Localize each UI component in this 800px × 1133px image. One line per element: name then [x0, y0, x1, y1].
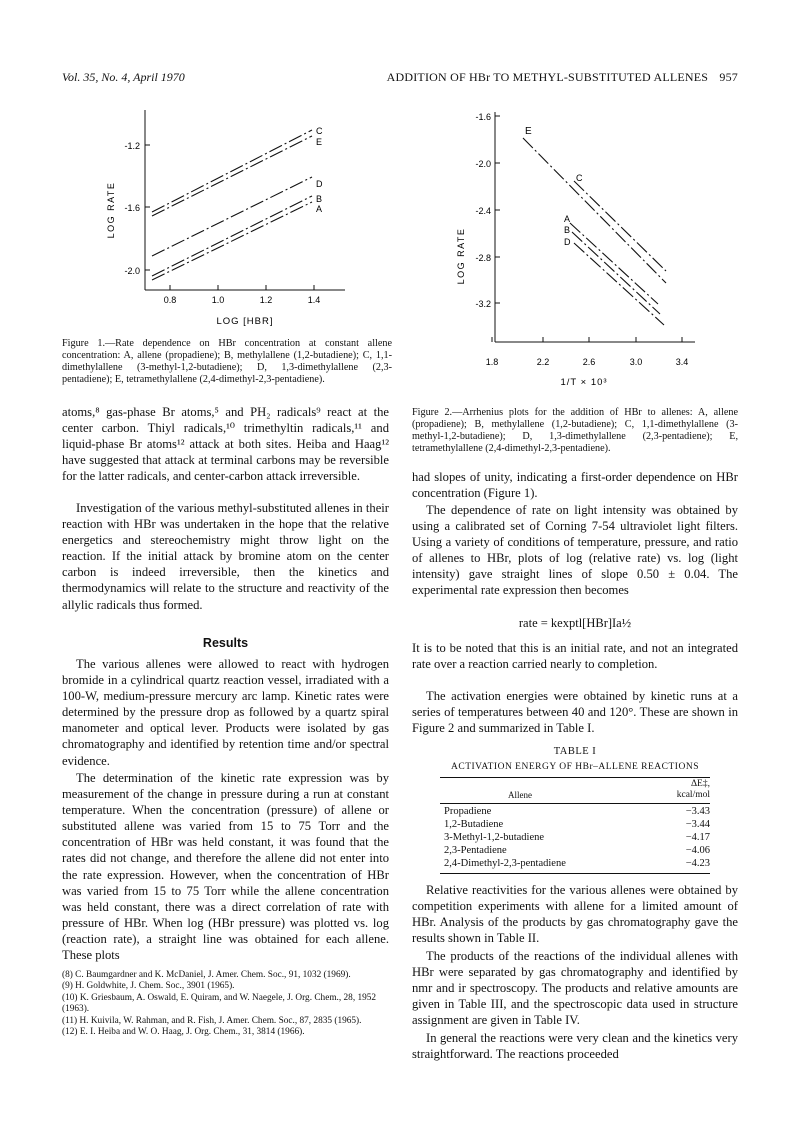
- running-header-right: [387, 70, 738, 85]
- table-cell: Propadiene: [444, 806, 492, 817]
- results-heading: Results: [202, 636, 249, 650]
- table-cell: 1,2-Butadiene: [444, 819, 504, 830]
- table-1-header-rule-bottom: [440, 803, 710, 804]
- table-cell: −3.43: [685, 806, 710, 817]
- fig1-ytick: -1.6: [124, 203, 140, 213]
- reference-item: (8) C. Baumgardner and K. McDaniel, J. Amer. Chem. Soc., 91, 1032 (1969).: [62, 970, 351, 980]
- fig2-ytick: -2.0: [475, 159, 491, 169]
- table-row: [444, 818, 710, 831]
- fig2-ylabel: LOG RATE: [456, 227, 466, 285]
- table-cell: 3-Methyl-1,2-butadiene: [444, 832, 545, 843]
- right-paragraph-2: The dependence of rate on light intensity was obtained by using a calibrated set of Corning 7-54 ultraviolet light filters. Using a variety of conditions of temperature, pressure, and ratio of allenes to HBr, plots of log (relative rate) vs. log (light intensity) gave straight lines of slope 0.50 ± 0.04. The experimental rate expression then becomes: [412, 503, 738, 598]
- figure-2: [448, 106, 748, 396]
- fig1-xtick: 0.8: [163, 295, 177, 305]
- fig2-line-label: C: [576, 173, 583, 183]
- fig2-xtick: 1.8: [485, 357, 499, 367]
- fig1-ytick: -1.2: [124, 141, 140, 151]
- fig1-xtick: 1.2: [259, 295, 273, 305]
- fig2-xtick: 2.6: [582, 357, 596, 367]
- fig1-line-c: [152, 130, 312, 212]
- right-paragraph-7: In general the reactions were very clean and the kinetics very straightforward. The reactions proceeded: [412, 1031, 738, 1062]
- table-cell: −4.06: [685, 845, 710, 856]
- fig2-line-label: A: [564, 214, 571, 224]
- fig1-xtick: 1.0: [211, 295, 225, 305]
- right-paragraph-1: had slopes of unity, indicating a first-order dependence on HBr concentration (Figure 1).: [412, 470, 738, 501]
- right-paragraph-4: The activation energies were obtained by kinetic runs at a series of temperatures between 40 and 120°. These are shown in Figure 2 and summarized in Table I.: [412, 689, 738, 736]
- rate-equation: rate = kexptl[HBr]Ia½: [518, 616, 632, 630]
- table-1-col-allene: Allene: [508, 790, 532, 800]
- fig1-line-label: E: [316, 137, 323, 147]
- table-1-subtitle: ACTIVATION ENERGY OF HBr–ALLENE REACTIONS: [451, 762, 699, 772]
- table-cell: −3.44: [685, 819, 710, 830]
- fig2-line-label: B: [564, 225, 571, 235]
- left-paragraph-2: Investigation of the various methyl-substituted allenes in their reaction with HBr was undertaken in the hope that the relative energetics and stereochemistry might throw light on the reaction. If the initial attack by bromine atom on the center carbon is indeed irreversible, then the kinetics and thermodynamics will relate to the structure and reactivity of the allylic radicals thus formed.: [62, 501, 389, 612]
- fig1-line-d: [152, 177, 312, 256]
- table-1-header-rule-top: [440, 777, 710, 778]
- fig2-xlabel: 1/T × 10³: [560, 377, 608, 388]
- fig1-line-a: [152, 202, 312, 280]
- fig2-xtick: 3.4: [675, 357, 689, 367]
- running-header-title: ADDITION OF HBr TO METHYL-SUBSTITUTED ALLENES: [386, 70, 709, 84]
- fig1-line-label: A: [316, 204, 323, 214]
- figure-2-frame: [495, 112, 695, 342]
- reference-item: (11) H. Kuivila, W. Rahman, and R. Fish, J. Amer. Chem. Soc., 87, 2835 (1965).: [62, 1015, 362, 1026]
- figure-1: [100, 98, 400, 334]
- fig1-ytick: -2.0: [124, 266, 140, 276]
- running-header-left: Vol. 35, No. 4, April 1970: [62, 70, 185, 84]
- right-paragraph-5: Relative reactivities for the various allenes were obtained by competition experiments with allene for a limited amount of HBr. Analysis of the products by gas chromatography gave the results shown in Table II.: [412, 883, 738, 946]
- fig2-ytick: -1.6: [475, 112, 491, 122]
- fig1-xtick: 1.4: [307, 295, 321, 305]
- fig2-xtick: 3.0: [629, 357, 643, 367]
- table-row: [444, 831, 710, 844]
- table-cell: 2,4-Dimethyl-2,3-pentadiene: [444, 858, 566, 869]
- fig1-line-label: C: [316, 126, 323, 136]
- fig1-xlabel: LOG [HBR]: [216, 316, 274, 327]
- fig2-ytick: -2.4: [475, 206, 491, 216]
- figure-2-caption: Figure 2.—Arrhenius plots for the addition of HBr to allenes: A, allene (propadiene); B, methylallene (1,2-butadiene); C, 1,1-dimethylallene (3-methyl-1,2-butadiene); D, 1,3-dimethylallene (2,3-pentadiene); E, tetramethylallene (2,4-dimethyl-2,3-pentadiene).: [412, 407, 738, 454]
- fig1-line-b: [152, 196, 312, 276]
- left-paragraph-4: The determination of the kinetic rate expression was by measurement of the change in pressure during a run at constant temperature. When the concentration (pressure) of allene or substituted allene was varied from 15 to 75 Torr and the concentration of HBr was held constant, it was found that the rates did not change, and therefore the allene did not enter into the rate expression. However, when the concentration of HBr was varied from 15 to 75 Torr while the allene concentration was held constant, there was a direct correlation of rate with pressure of HBr. When log (HBr pressure) was plotted vs. log (reaction rate), a straight line was obtained for each allene. These plots: [62, 771, 389, 963]
- left-paragraph-1: atoms,⁸ gas-phase Br atoms,⁵ and PH₂ radicals⁹ react at the center carbon. Thiyl radicals,¹⁰ trimethyltin radicals,¹¹ and liquid-phase Br atoms¹² attack at both sites. Heiba and Haag¹² have suggested that attack at terminal carbons may be reversible for the latter radicals, and center-carbon attack irreversible.: [62, 405, 389, 484]
- right-paragraph-6: The products of the reactions of the individual allenes with HBr were separated by gas chromatography and identified by nmr and ir spectroscopy. The products and relative amounts are given in Table III, and the spectroscopic data used in structure assignment are given in Table IV.: [412, 949, 738, 1028]
- fig2-xtick: 2.2: [536, 357, 550, 367]
- reference-item: (10) K. Griesbaum, A. Oswald, E. Quiram, and W. Naegele, J. Org. Chem., 28, 1952 (1963).: [62, 992, 377, 1015]
- table-cell: −4.23: [685, 858, 710, 869]
- fig1-line-label: D: [316, 179, 323, 189]
- table-1-col-energy-b: kcal/mol: [676, 790, 710, 800]
- fig1-line-label: B: [316, 194, 323, 204]
- fig1-ylabel: LOG RATE: [106, 181, 116, 239]
- reference-item: (9) H. Goldwhite, J. Chem. Soc., 3901 (1965).: [62, 981, 235, 992]
- table-cell: 2,3-Pentadiene: [444, 845, 507, 856]
- table-1-title: TABLE I: [553, 746, 597, 757]
- table-cell: −4.17: [685, 832, 710, 843]
- figure-1-caption: Figure 1.—Rate dependence on HBr concentration at constant allene concentration: A, allene (propadiene); B, methylallene (1,2-butadiene); C, 1,1-dimethylallene (3-methyl-1,2-butadiene); D, 1,3-dimethylallene (2,3-pentadiene); E, tetramethylallene (2,4-dimethyl-2,3-pentadiene).: [62, 338, 392, 385]
- table-1-col-energy-a: ΔE‡,: [690, 779, 710, 789]
- reference-item: (12) E. I. Heiba and W. O. Haag, J. Org. Chem., 31, 3814 (1966).: [62, 1027, 305, 1038]
- page-number: 957: [719, 70, 738, 84]
- right-paragraph-3: It is to be noted that this is an initial rate, and not an integrated rate over a reaction carried nearly to completion.: [412, 641, 738, 672]
- left-paragraph-3: The various allenes were allowed to react with hydrogen bromide in a cylindrical quartz reaction vessel, irradiated with a 100-W, medium-pressure mercury arc lamp. Kinetic rates were determined by the pressure drop as followed by a quartz spiral manometer and optical lever. Products were isolated by gas chromatography and identified by retention time and/or spectral evidence.: [62, 657, 389, 768]
- table-1: [444, 805, 710, 870]
- fig2-line-c: [574, 181, 666, 271]
- fig2-line-label: E: [525, 126, 532, 137]
- fig2-ytick: -2.8: [475, 253, 491, 263]
- table-row: [444, 805, 710, 818]
- fig2-line-a: [570, 223, 658, 304]
- fig2-line-b: [572, 232, 660, 314]
- table-row: [444, 857, 710, 870]
- fig1-line-e: [152, 136, 312, 216]
- references: [62, 970, 389, 1038]
- table-1-rule-end: [440, 873, 710, 874]
- fig2-line-label: D: [564, 237, 571, 247]
- table-row: [444, 844, 710, 857]
- fig2-ytick: -3.2: [475, 299, 491, 309]
